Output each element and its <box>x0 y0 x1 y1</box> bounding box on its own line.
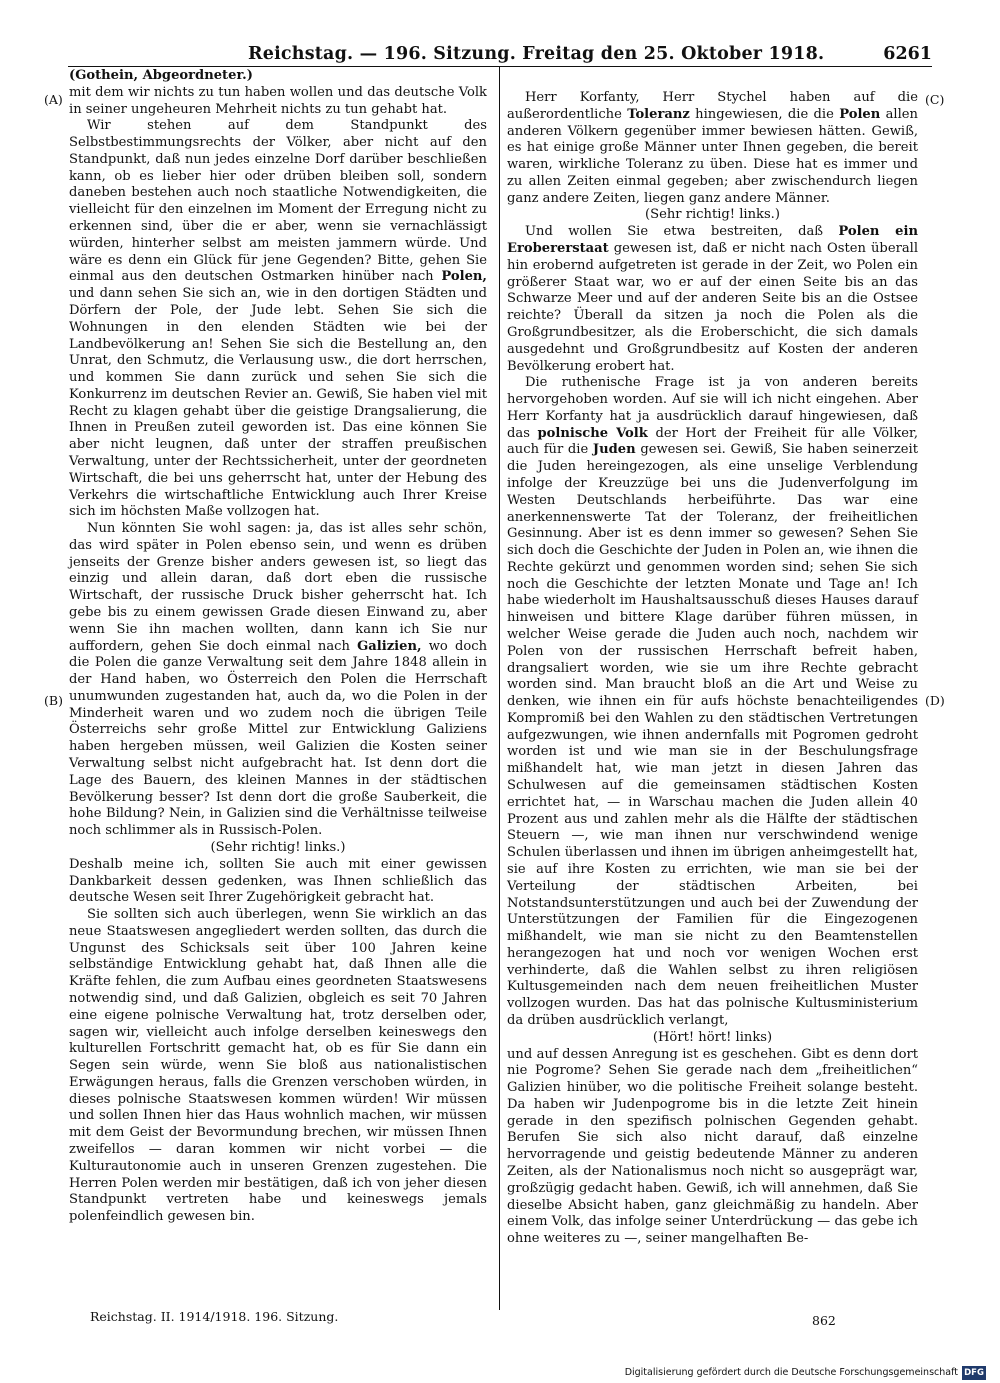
digitization-text: Digitalisierung gefördert durch die Deutsche Forschungsgemeinschaft <box>624 1367 958 1378</box>
text-run: Wir stehen auf dem Standpunkt des Selbstbestimmungsrechts der Völker, aber nicht auf den Standpunkt, daß nun jedes einzelne Dorf darüber beschließen kann, ob es lieber hier oder drüben bleiben soll, sondern daneben bestehen auch noch staatliche Notwendigkeiten, die vielleicht für den einzelnen im Moment der Erregung nicht zu erkennen sind, über die er aber, wenn sie vernachlässigt würden, hinterher selbst am meisten jammern würde. Und wäre es denn ein Glück für jene Gegenden? Bitte, gehen Sie einmal aus den deutschen Ostmarken hinüber nach <box>69 118 487 285</box>
paragraph: Sie sollten sich auch überlegen, wenn Sie wirklich an das neue Staatswesen angegliedert werden sollten, das durch die Ungunst des Schicksals seit über 100 Jahren keine selbständige Entwicklung gehabt hat, daß Ihnen alle die Kräfte fehlen, die zum Aufbau eines geordneten Staatswesens notwendig sind, und daß Galizien, obgleich es seit 70 Jahren eine eigene polnische Verwaltung hat, trotz derselben oder, sagen wir, vielleicht auch infolge derselben keineswegs den kulturellen Fortschritt gemacht hat, ob es für Sie dann ein Segen sein würde, wenn Sie bloß aus nationalistischen Erwägungen heraus, falls die Grenzen verschoben würden, in dieses polnische Staatswesen kommen würden! Wir müssen und sollen Ihnen hier das Haus wohnlich machen, wir müssen mit dem Geist der Bevormundung brechen, wir müssen Ihnen zweifellos — daran kommen wir nicht vorbei — die Kulturautonomie auch in unseren Grenzen zugestehen. Die Herren Polen werden mir bestätigen, daß ich von jeher diesen Standpunkt vertreten habe und keineswegs jemals polenfeindlich gewesen bin. <box>69 907 487 1225</box>
folio-number: 862 <box>812 1313 836 1328</box>
paragraph: und auf dessen Anregung ist es geschehen. Gibt es denn dort nie Pogrome? Sehen Sie gerade nach dem „freiheitlichen“ Galizien hinüber, wo die politische Freiheit solange besteht. Da haben wir Judenpogrome bis in die letzte Zeit hinein gerade in den spezifisch polnischen Gegenden gehabt. Berufen Sie sich also nicht darauf, daß einzelne hervorragende und geistig bedeutende Männer zu anderen Zeiten, als der Nationalismus noch nicht so ausgeprägt war, großzügig gedacht haben. Gewiß, ich will annehmen, daß Sie dieselbe Absicht haben, ganz gleichmäßig zu handeln. Aber einem Volk, das infolge seiner Unterdrückung — das gebe ich ohne weiteres zu —, seiner mangelhaften Be- <box>507 1046 918 1247</box>
paragraph: mit dem wir nichts zu tun haben wollen und das deutsche Volk in seiner ungeheuren Mehrheit nichts zu tun gehabt hat. <box>69 84 487 117</box>
emphasis: Juden <box>592 442 636 458</box>
text-run: Herr Korfanty, Herr Stychel haben auf die außerordentliche <box>507 90 918 122</box>
left-column <box>69 68 487 1226</box>
emphasis: Toleranz <box>627 106 690 122</box>
margin-mark-b: (B) <box>44 693 63 708</box>
digitization-credit <box>590 1366 990 1382</box>
header-rule <box>68 66 932 67</box>
text-run: Die ruthenische Frage ist ja von anderen bereits hervorgehoben worden. Auf sie will ich nicht eingehen. Aber Herr Korfanty hat ja ausdrücklich darauf hingewiesen, daß das <box>507 375 918 441</box>
emphasis: Polen, <box>441 269 487 285</box>
margin-mark-a: (A) <box>44 92 63 107</box>
running-header <box>68 44 932 66</box>
dfg-logo-icon: DFG <box>962 1366 986 1380</box>
text-run: Und wollen Sie etwa bestreiten, daß <box>525 224 824 240</box>
margin-mark-c: (C) <box>925 92 945 107</box>
text-run: gewesen ist, daß er nicht nach Osten überall hin erobernd aufgetreten ist gerade in der Zeit, wo Polen ein größerer Staat war, wo er auf der einen Seite bis an das Schwarze Meer und auf der anderen Seite bis an die Ostsee reichte? Überall da sitzen ja noch die Polen als die Großgrundbesitzer, als die Eroberschicht, die sich damals ausgedehnt und Großgrundbesitz auf Kosten der anderen Bevölkerung erobert hat. <box>507 241 919 374</box>
signature-line: Reichstag. II. 1914/1918. 196. Sitzung. <box>90 1309 339 1324</box>
paragraph <box>69 521 487 840</box>
text-run: und dann sehen Sie sich an, wie in den dortigen Städten und Dörfern der Pole, der Jude lebt. Sehen Sie sich die Wohnungen in den elenden Städten wie bei der Landbevölkerung an! Sehen Sie sich die Bestellung an, den Unrat, den Schmutz, die Verlausung usw., die dort herrschen, und kommen Sie dann zurück und sehen Sie sich die Konkurrenz im deutschen Revier an. Gewiß, Sie haben viel mit Recht zu klagen gehabt über die geistige Drangsalierung, die Ihnen in Preußen zuteil geworden ist. Das eine können Sie aber nicht leugnen, daß unter der straffen preußischen Verwaltung, unter der Rechtssicherheit, unter der geordneten Wirtschaft, die bei uns geherrscht hat, unter der Hebung des Verkehrs die wirtschaftliche Entwicklung auch Ihrer Kreise sich im höchsten Maße vollzogen hat. <box>69 286 487 520</box>
text-run: hingewiesen, die die <box>695 106 834 122</box>
text-run: der Hort der Freiheit für alle Völker, auch für die <box>507 425 918 458</box>
text-run: Nun könnten Sie wohl sagen: ja, das ist alles sehr schön, das wird später in Polen ebenso sein, und wenn es drüben jenseits der Grenze bisher anders gewesen ist, so liegt das einzig und allein daran, daß dort eben die russische Wirtschaft, der russische Druck bisher geherrscht hat. Ich gebe bis zu einem gewissen Grade diesen Einwand zu, aber wenn Sie ihn machen wollten, dann kann ich Sie nur auffordern, gehen Sie doch einmal nach <box>69 521 487 654</box>
paragraph <box>507 375 918 1029</box>
interjection: (Sehr richtig! links.) <box>210 839 346 855</box>
emphasis: Polen ein Erobererstaat <box>507 224 918 257</box>
header-title: Reichstag. — 196. Sitzung. Freitag den 25. Oktober 1918. <box>248 44 825 64</box>
emphasis: Polen <box>839 106 881 122</box>
text-run: wo doch die Polen die ganze Verwaltung seit dem Jahre 1848 allein in der Hand haben, wo Österreich den Polen die Herrschaft unumwunden zugestanden hat, auch da, wo die Polen in der Minderheit waren und wo zudem noch die übrigen Teile Österreichs sehr große Mittel zur Entwicklung Galiziens haben hergeben müssen, weil Galizien die Kosten seiner Verwaltung selbst nicht aufgebracht hat. Ist denn dort die Lage des Bauern, des kleinen Mannes in der städtischen Bevölkerung besser? Ist denn dort die große Sauberkeit, die hohe Bildung? Nein, in Galizien sind die Verhältnisse teilweise noch schlimmer als in Russisch-Polen. <box>69 638 487 839</box>
paragraph <box>69 118 487 521</box>
column-divider <box>499 67 500 1310</box>
page-number: 6261 <box>883 44 932 64</box>
paragraph <box>507 90 918 207</box>
right-column <box>507 90 918 1248</box>
text-run: gewesen sei. Gewiß, Sie haben seinerzeit die Juden hereingezogen, als eine unselige Verblendung infolge der Kreuzzüge bei uns die Judenverfolgung im Westen Deutschlands herbeiführte. Das war eine anerkennenswerte Tat der Toleranz, der freiheitlichen Gesinnung. Aber ist es denn immer so gewesen? Sehen Sie sich doch die Geschichte der Juden in Polen an, wie ihnen die Rechte gekürzt und genommen worden sind; sehen Sie sich noch die Geschichte der letzten Monate und Tage an! Ich habe wiederholt im Haushaltsausschuß dieses Hauses darauf hinweisen und bittere Klage darüber führen müssen, in welcher Weise gerade die Juden auch noch, nachdem wir Polen von der russischen Herrschaft befreit haben, drangsaliert worden, wie sie um ihre Rechte gebracht worden sind. Man braucht bloß an die Art und Weise zu denken, wie ihnen ein für aufs höchste benachteiligendes Kompromiß bei den Wahlen zu den städtischen Vertretungen aufgezwungen, wie ihnen andernfalls mit Pogromen gedroht worden ist und wie man sie in der Beschulungsfrage mißhandelt hat, wie man jetzt in diesen Jahren das Schulwesen auf die gemeinsamen städtischen Kosten errichtet hat, — in Warschau machen die Juden allein 40 Prozent aus und zahlen mehr als die Hälfte der städtischen Steuern —, wie man ihnen nur verschwindend wenige Schulen überlassen und ihnen im übrigen anheimgestellt hat, sie auf ihre Kosten zu errichten, wie man sie bei der Verteilung der städtischen Arbeiten, bei Notstandsunterstützungen und auch bei der Zuwendung der Unterstützungen der Familien für die Eingezogenen mißhandelt, wie man sie nicht zu den Beamtenstellen herangezogen hat und noch vor wenigen Wochen erst verhinderte, daß die Wahlen selbst zu ihren religiösen Kultusgemeinden nach dem neuen freiheitlichen Muster vollzogen wurden. Das hat das polnische Kultusministerium da drüben ausdrücklich verlangt, <box>507 442 918 1028</box>
speaker-label: (Gothein, Abgeordneter.) <box>69 68 253 83</box>
paragraph <box>507 224 918 375</box>
interjection: (Sehr richtig! links.) <box>645 207 780 223</box>
margin-mark-d: (D) <box>925 693 945 708</box>
emphasis: polnische Volk <box>537 425 648 441</box>
interjection: (Hört! hört! links) <box>652 1029 773 1045</box>
emphasis: Galizien, <box>357 638 422 654</box>
paragraph: Deshalb meine ich, sollten Sie auch mit einer gewissen Dankbarkeit dessen gedenken, was Ihnen schließlich das deutsche Wesen seit Ihrer Zugehörigkeit gebracht hat. <box>69 856 487 906</box>
text-run: allen anderen Völkern gegenüber immer bewiesen hätten. Gewiß, es hat einige große Männer unter Ihnen gegeben, die bereit waren, wirkliche Toleranz zu üben. Diese hat es immer und zu allen Zeiten einmal gegeben; aber zwischendurch liegen ganz andere Zeiten, liegen ganz andere Männer. <box>507 106 918 206</box>
